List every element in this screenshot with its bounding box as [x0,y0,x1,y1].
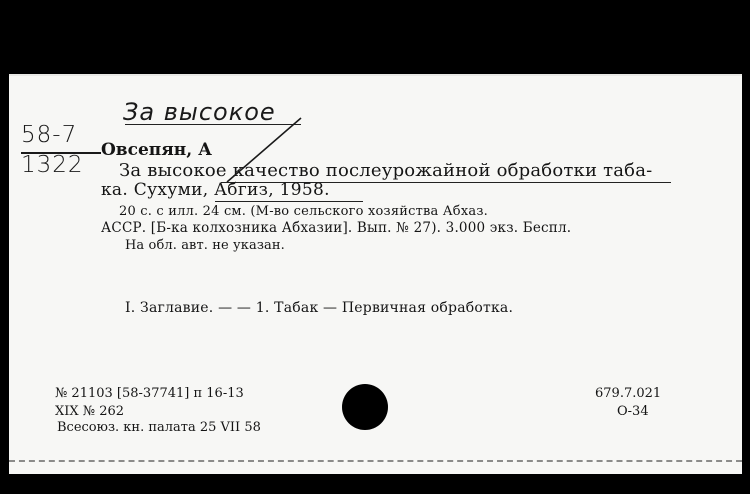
handwritten-slash-mark [9,74,742,474]
description-line-2: АССР. [Б-ка колхозника Абхазии]. Вып. № 27). 3.000 экз. Беспл. [101,220,572,236]
handwritten-title: За высокое [123,98,276,126]
title-line-1: За высокое качество послеурожайной обработки таба- [119,160,653,181]
catalog-card [9,74,742,474]
title-line-2: ка. Сухуми, Абгиз, 1958. [101,180,330,200]
description-line-3: На обл. авт. не указан. [125,238,285,253]
author-mark: О-34 [617,404,649,419]
footer-number: № 21103 [58-37741] п 16-13 [55,386,244,401]
shelfmark-bottom: 1322 [21,152,84,178]
description-line-1: 20 с. с илл. 24 см. (М-во сельского хозяйства Абхаз. [119,204,488,219]
card-bottom-rule [9,460,742,464]
classification-code: 679.7.021 [595,386,662,401]
subject-tracing: I. Заглавие. — — 1. Табак — Первичная обработка. [125,300,514,316]
footer-series: XIX № 262 [55,404,125,419]
shelfmark-top: 58-7 [21,122,78,148]
footer-chamber: Всесоюз. кн. палата 25 VII 58 [57,420,261,435]
author-name: Овсепян, А [101,140,212,160]
